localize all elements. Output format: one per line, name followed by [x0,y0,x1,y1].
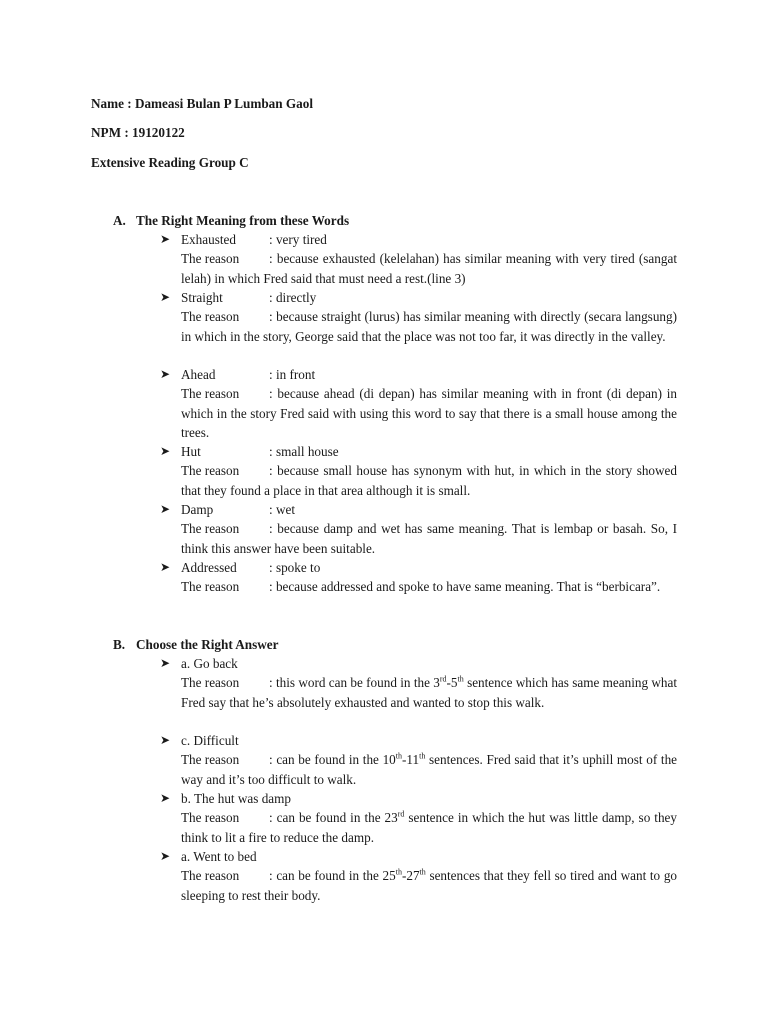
reason-label: The reason [181,463,240,479]
list-item [160,558,677,597]
student-npm: NPM : 19120122 [91,125,185,140]
section-b-letter: B. [113,637,126,652]
reason-label: The reason [181,251,240,267]
arrow-bullet-icon: ➤ [160,849,171,863]
answer-choice: b. The hut was damp [181,791,292,806]
reason-text: The reason : this word can be found in the 3rd-5th sentence which has same meaning what Fred say that he’s absolutely exhausted and wanted to stop this walk. [181,675,678,710]
student-name: Name : Dameasi Bulan P Lumban Gaol [91,96,314,111]
arrow-bullet-icon: ➤ [160,560,171,574]
reason-text: The reason : can be found in the 25th-27th sentences that they fell so tired and want to go sleeping to rest their body. [181,868,678,903]
word-term: Ahead [181,367,216,382]
arrow-bullet-icon: ➤ [160,444,171,458]
list-item [160,442,677,500]
reason-text: The reason : because addressed and spoke to have same meaning. That is “berbicara”. [181,577,677,596]
word-term: Addressed [181,560,237,575]
word-term: Straight [181,290,223,305]
word-term: Exhausted [181,232,236,247]
list-item [160,365,677,443]
reason-label: The reason [181,579,240,595]
arrow-bullet-icon: ➤ [160,290,171,304]
reason-text: The reason : because straight (lurus) has similar meaning with directly (secara langsung) in which in the story, George said that the place was not too far, it was directly in the valley. [181,309,677,344]
reason-text: The reason : because damp and wet has same meaning. That is lembap or basah. So, I think this answer have been suitable. [181,521,677,556]
reason-text: The reason : because ahead (di depan) has similar meaning with in front (di depan) in which in the story Fred said with using this word to say that there is a small house among the trees. [181,386,677,441]
list-item [160,654,677,712]
reason-label: The reason [181,810,240,826]
word-meaning: : very tired [269,232,327,247]
answer-choice: a. Went to bed [181,849,257,864]
word-term: Hut [181,444,201,459]
word-meaning: : spoke to [269,560,321,575]
arrow-bullet-icon: ➤ [160,502,171,516]
list-item [160,847,677,905]
reason-label: The reason [181,868,240,884]
reason-label: The reason [181,386,240,402]
section-a-title: The Right Meaning from these Words [136,213,350,228]
course-title: Extensive Reading Group C [91,155,249,170]
reason-text: The reason : because exhausted (kelelahan) has similar meaning with very tired (sangat lelah) in which Fred said that must need a rest.(line 3) [181,251,677,286]
word-term: Damp [181,502,214,517]
list-item [160,731,677,789]
reason-label: The reason [181,521,240,537]
section-b-heading [113,635,279,654]
word-meaning: : small house [269,444,339,459]
list-item [160,230,677,288]
arrow-bullet-icon: ➤ [160,656,171,670]
arrow-bullet-icon: ➤ [160,733,171,747]
reason-text: The reason : can be found in the 23rd sentence in which the hut was little damp, so they think to lit a fire to reduce the damp. [181,810,677,845]
section-a-letter: A. [113,213,126,228]
arrow-bullet-icon: ➤ [160,791,171,805]
reason-text: The reason : can be found in the 10th-11th sentences. Fred said that it’s uphill most of the way and it’s too difficult to walk. [181,752,678,787]
reason-label: The reason [181,675,240,691]
list-item [160,500,677,558]
list-item [160,288,677,346]
reason-label: The reason [181,752,240,768]
section-b-title: Choose the Right Answer [136,637,279,652]
reason-label: The reason [181,309,240,325]
arrow-bullet-icon: ➤ [160,367,171,381]
section-a-heading [113,211,349,230]
arrow-bullet-icon: ➤ [160,232,171,246]
list-item [160,789,677,847]
word-meaning: : wet [269,502,296,517]
answer-choice: c. Difficult [181,733,239,748]
answer-choice: a. Go back [181,656,238,671]
reason-text: The reason : because small house has synonym with hut, in which in the story showed that they found a place in that area although it is small. [181,463,677,498]
word-meaning: : in front [269,367,316,382]
word-meaning: : directly [269,290,317,305]
